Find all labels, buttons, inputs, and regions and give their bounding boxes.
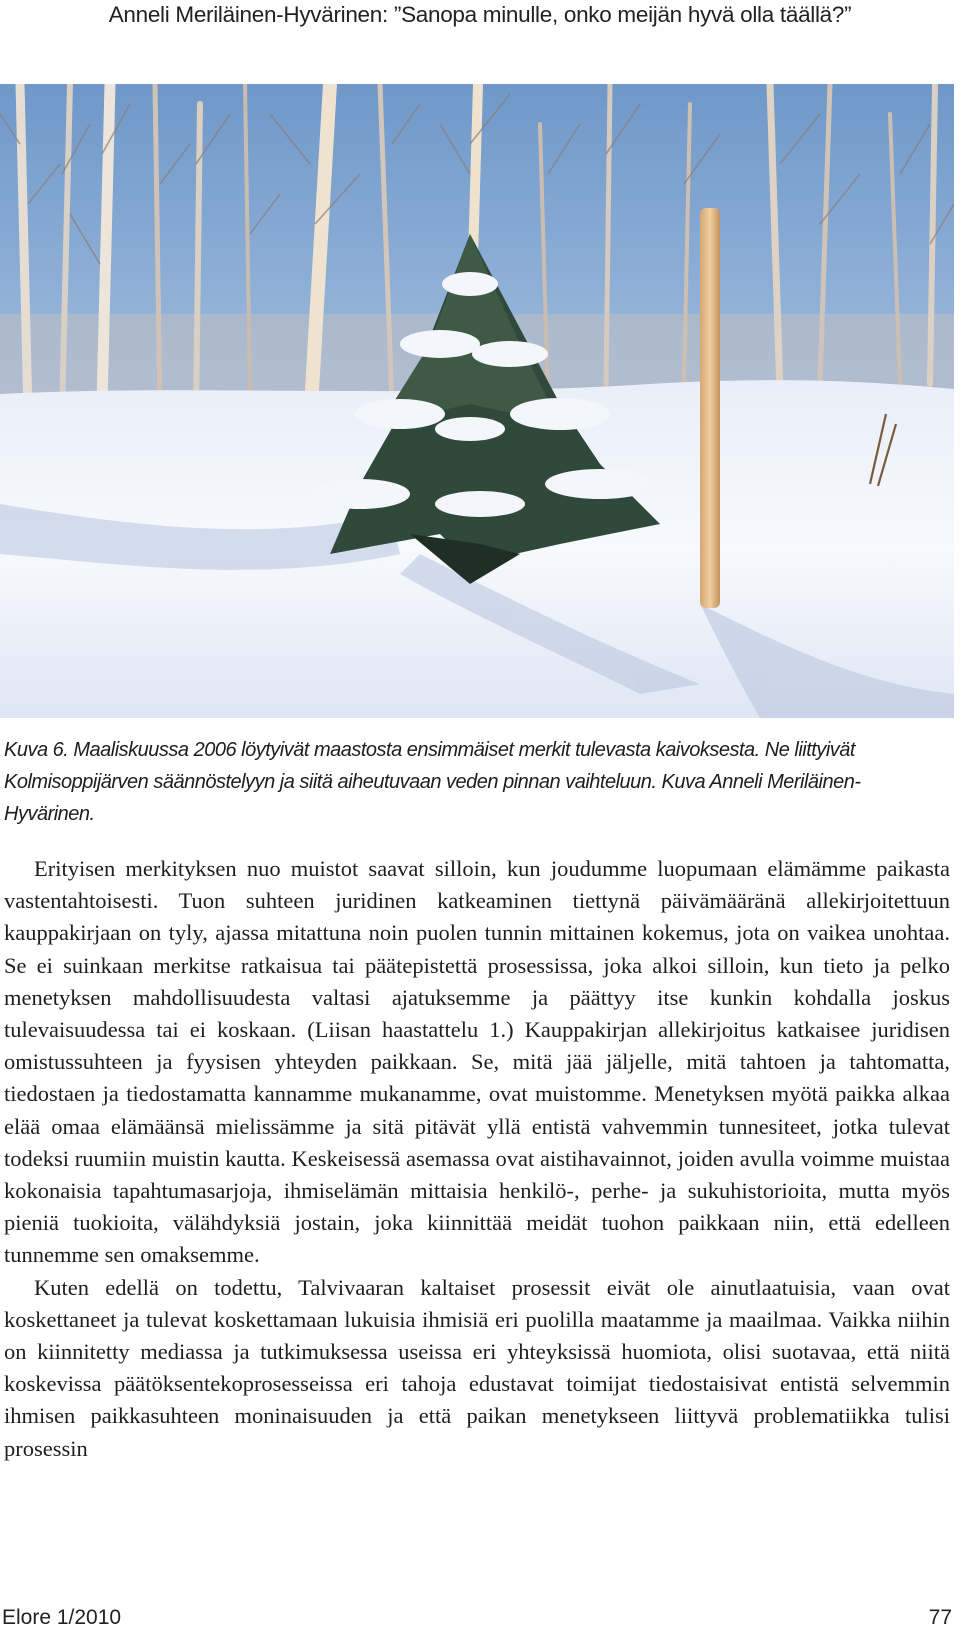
figure-photo [0,84,954,718]
figure-caption: Kuva 6. Maaliskuussa 2006 löytyivät maastosta ensimmäiset merkit tulevasta kaivoksesta. Ne liittyivät Kolmisoppijärven säännöstelyyn ja siitä aiheutuvaan veden pinnan vaihteluun. Kuva Anneli Meriläinen-Hyvärinen. [4,739,861,825]
body-text [4,853,950,1465]
running-header: Anneli Meriläinen-Hyvärinen: ”Sanopa minulle, onko meijän hyvä olla täällä?” [108,2,852,27]
paragraph: Erityisen merkityksen nuo muistot saavat silloin, kun joudumme luopumaan elämämme paikasta vastentahtoisesti. Tuon suhteen juridinen katkeaminen tiettynä päivämääränä allekirjoitettuun kauppakirjaan on tyly, ajassa mitattuna noin puolen tunnin mittainen kokemus, jota on vaikea unohtaa. Se ei suinkaan merkitse ratkaisua tai päätepistettä prosessissa, joka alkoi silloin, kun tieto ja pelko menetyksen mahdollisuudesta valtasi ajatuksemme ja päättyy itse kunkin kohdalla joskus tulevaisuudessa tai ei koskaan. (Liisan haastattelu 1.) Kauppakirjan allekirjoitus katkaisee juridisen omistussuhteen ja fyysisen yhteyden paikkaan. Se, mitä jää jäljelle, mitä tahtoen ja tahtomatta, tiedostaen ja tiedostamatta kannamme mukanamme, ovat muistomme. Menetyksen myötä paikka alkaa elää omaa elämäänsä mielissämme ja sitä pitävät yllä entistä vahvemmin tunnesiteet, jotka tulevat todeksi ruumiin muistin kautta. Keskeisessä asemassa ovat aistihavainnot, joiden avulla voimme muistaa kokonaisia tapahtumasarjoja, ihmiselämän mittaisia henkilö-, perhe- ja sukuhistorioita, mutta myös pieniä tuokioita, välähdyksiä jostain, joka kiinnittää meidät tuohon paikkaan niin, että edelleen tunnemme sen omaksemme. [4,856,950,1268]
journal-issue: Elore 1/2010 [2,1606,122,1629]
page-number: 77 [928,1606,952,1629]
page-footer [2,1603,952,1633]
paragraph: Kuten edellä on todettu, Talvivaaran kaltaiset prosessit eivät ole ainutlaatuisia, vaan ovat koskettaneet ja tulevat koskettamaan lukuisia ihmisiä eri puolilla maatamme ja maailmaa. Vaikka niihin on kiinnitetty mediassa ja tutkimuksessa useissa eri yhteyksissä huomiota, olisi suotavaa, että niitä koskevissa päätöksentekoprosesseissa eri tahoja edustavat toimijat tiedostaisivat entistä selvemmin ihmisen paikkasuhteen moninaisuuden ja että paikan menetykseen liittyvä problematiikka tulisi prosessin [4,1274,950,1461]
